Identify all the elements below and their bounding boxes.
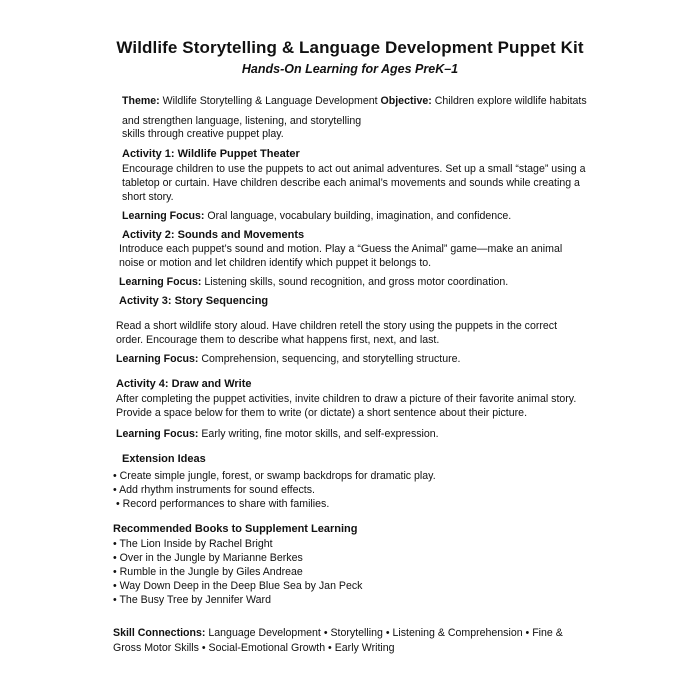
activity-2-text-line: noise or motion and let children identify which puppet it belongs to. xyxy=(119,257,432,269)
book-item: • Rumble in the Jungle by Giles Andreae xyxy=(113,566,303,578)
learning-focus-label: Learning Focus: xyxy=(122,210,205,222)
learning-focus-label: Learning Focus: xyxy=(116,353,199,365)
learning-focus-value: Early writing, fine motor skills, and self-expression. xyxy=(201,428,439,440)
learning-focus-value: Comprehension, sequencing, and storytelling structure. xyxy=(201,353,461,365)
skill-connections-line: Gross Motor Skills • Social-Emotional Growth • Early Writing xyxy=(113,642,395,654)
activity-1-focus xyxy=(122,209,511,223)
extension-heading: Extension Ideas xyxy=(122,453,206,465)
extension-item: • Record performances to share with families. xyxy=(113,498,330,510)
objective-text-line: skills through creative puppet play. xyxy=(122,128,284,140)
activity-3-focus xyxy=(116,352,460,366)
learning-focus-value: Oral language, vocabulary building, imagination, and confidence. xyxy=(207,210,512,222)
book-item: • Over in the Jungle by Marianne Berkes xyxy=(113,552,303,564)
activity-2-heading: Activity 2: Sounds and Movements xyxy=(122,229,305,241)
activity-1-text-line: tabletop or curtain. Have children describe each animal’s movements and sounds while creating a xyxy=(122,177,580,189)
book-item: • The Lion Inside by Rachel Bright xyxy=(113,538,273,550)
skill-connections-line xyxy=(113,626,563,640)
learning-focus-label: Learning Focus: xyxy=(119,276,202,288)
activity-3-heading: Activity 3: Story Sequencing xyxy=(119,295,269,307)
activity-3-text-line: Read a short wildlife story aloud. Have children retell the story using the puppets in the correct xyxy=(116,320,558,332)
activity-1-text-line: Encourage children to use the puppets to act out animal adventures. Set up a small “stage” using a xyxy=(122,163,586,175)
extension-item: • Add rhythm instruments for sound effects. xyxy=(113,484,315,496)
activity-1-heading: Activity 1: Wildlife Puppet Theater xyxy=(122,148,300,160)
activity-1-text-line: short story. xyxy=(122,191,174,203)
skill-connections-label: Skill Connections: xyxy=(113,627,206,639)
page-subtitle: Hands-On Learning for Ages PreK–1 xyxy=(241,62,459,76)
activity-2-text-line: Introduce each puppet’s sound and motion. Play a “Guess the Animal” game—make an animal xyxy=(119,243,563,255)
activity-4-text-line: Provide a space below for them to write (or dictate) a short sentence about their picture. xyxy=(116,407,528,419)
learning-focus-value: Listening skills, sound recognition, and gross motor coordination. xyxy=(204,276,509,288)
theme-label: Theme: xyxy=(122,95,160,107)
activity-4-heading: Activity 4: Draw and Write xyxy=(116,378,252,390)
learning-focus-label: Learning Focus: xyxy=(116,428,199,440)
page-title: Wildlife Storytelling & Language Development Puppet Kit xyxy=(116,38,584,57)
book-item: • Way Down Deep in the Deep Blue Sea by Jan Peck xyxy=(113,580,363,592)
theme-value: Wildlife Storytelling & Language Development xyxy=(162,95,378,107)
objective-text-line: and strengthen language, listening, and storytelling xyxy=(122,115,362,127)
activity-3-text-line: order. Encourage them to describe what happens first, next, and last. xyxy=(116,334,440,346)
objective-label: Objective: xyxy=(380,95,432,107)
extension-item: • Create simple jungle, forest, or swamp backdrops for dramatic play. xyxy=(113,470,436,482)
books-heading: Recommended Books to Supplement Learning xyxy=(113,523,358,535)
activity-2-focus xyxy=(119,275,508,289)
objective-value: Children explore wildlife habitats xyxy=(434,95,587,107)
activity-4-text-line: After completing the puppet activities, invite children to draw a picture of their favorite animal story. xyxy=(116,393,577,405)
activity-4-focus xyxy=(116,427,439,441)
theme-line xyxy=(122,94,587,108)
skill-connections-value: Language Development • Storytelling • Listening & Comprehension • Fine & xyxy=(208,627,563,639)
book-item: • The Busy Tree by Jennifer Ward xyxy=(113,594,271,606)
